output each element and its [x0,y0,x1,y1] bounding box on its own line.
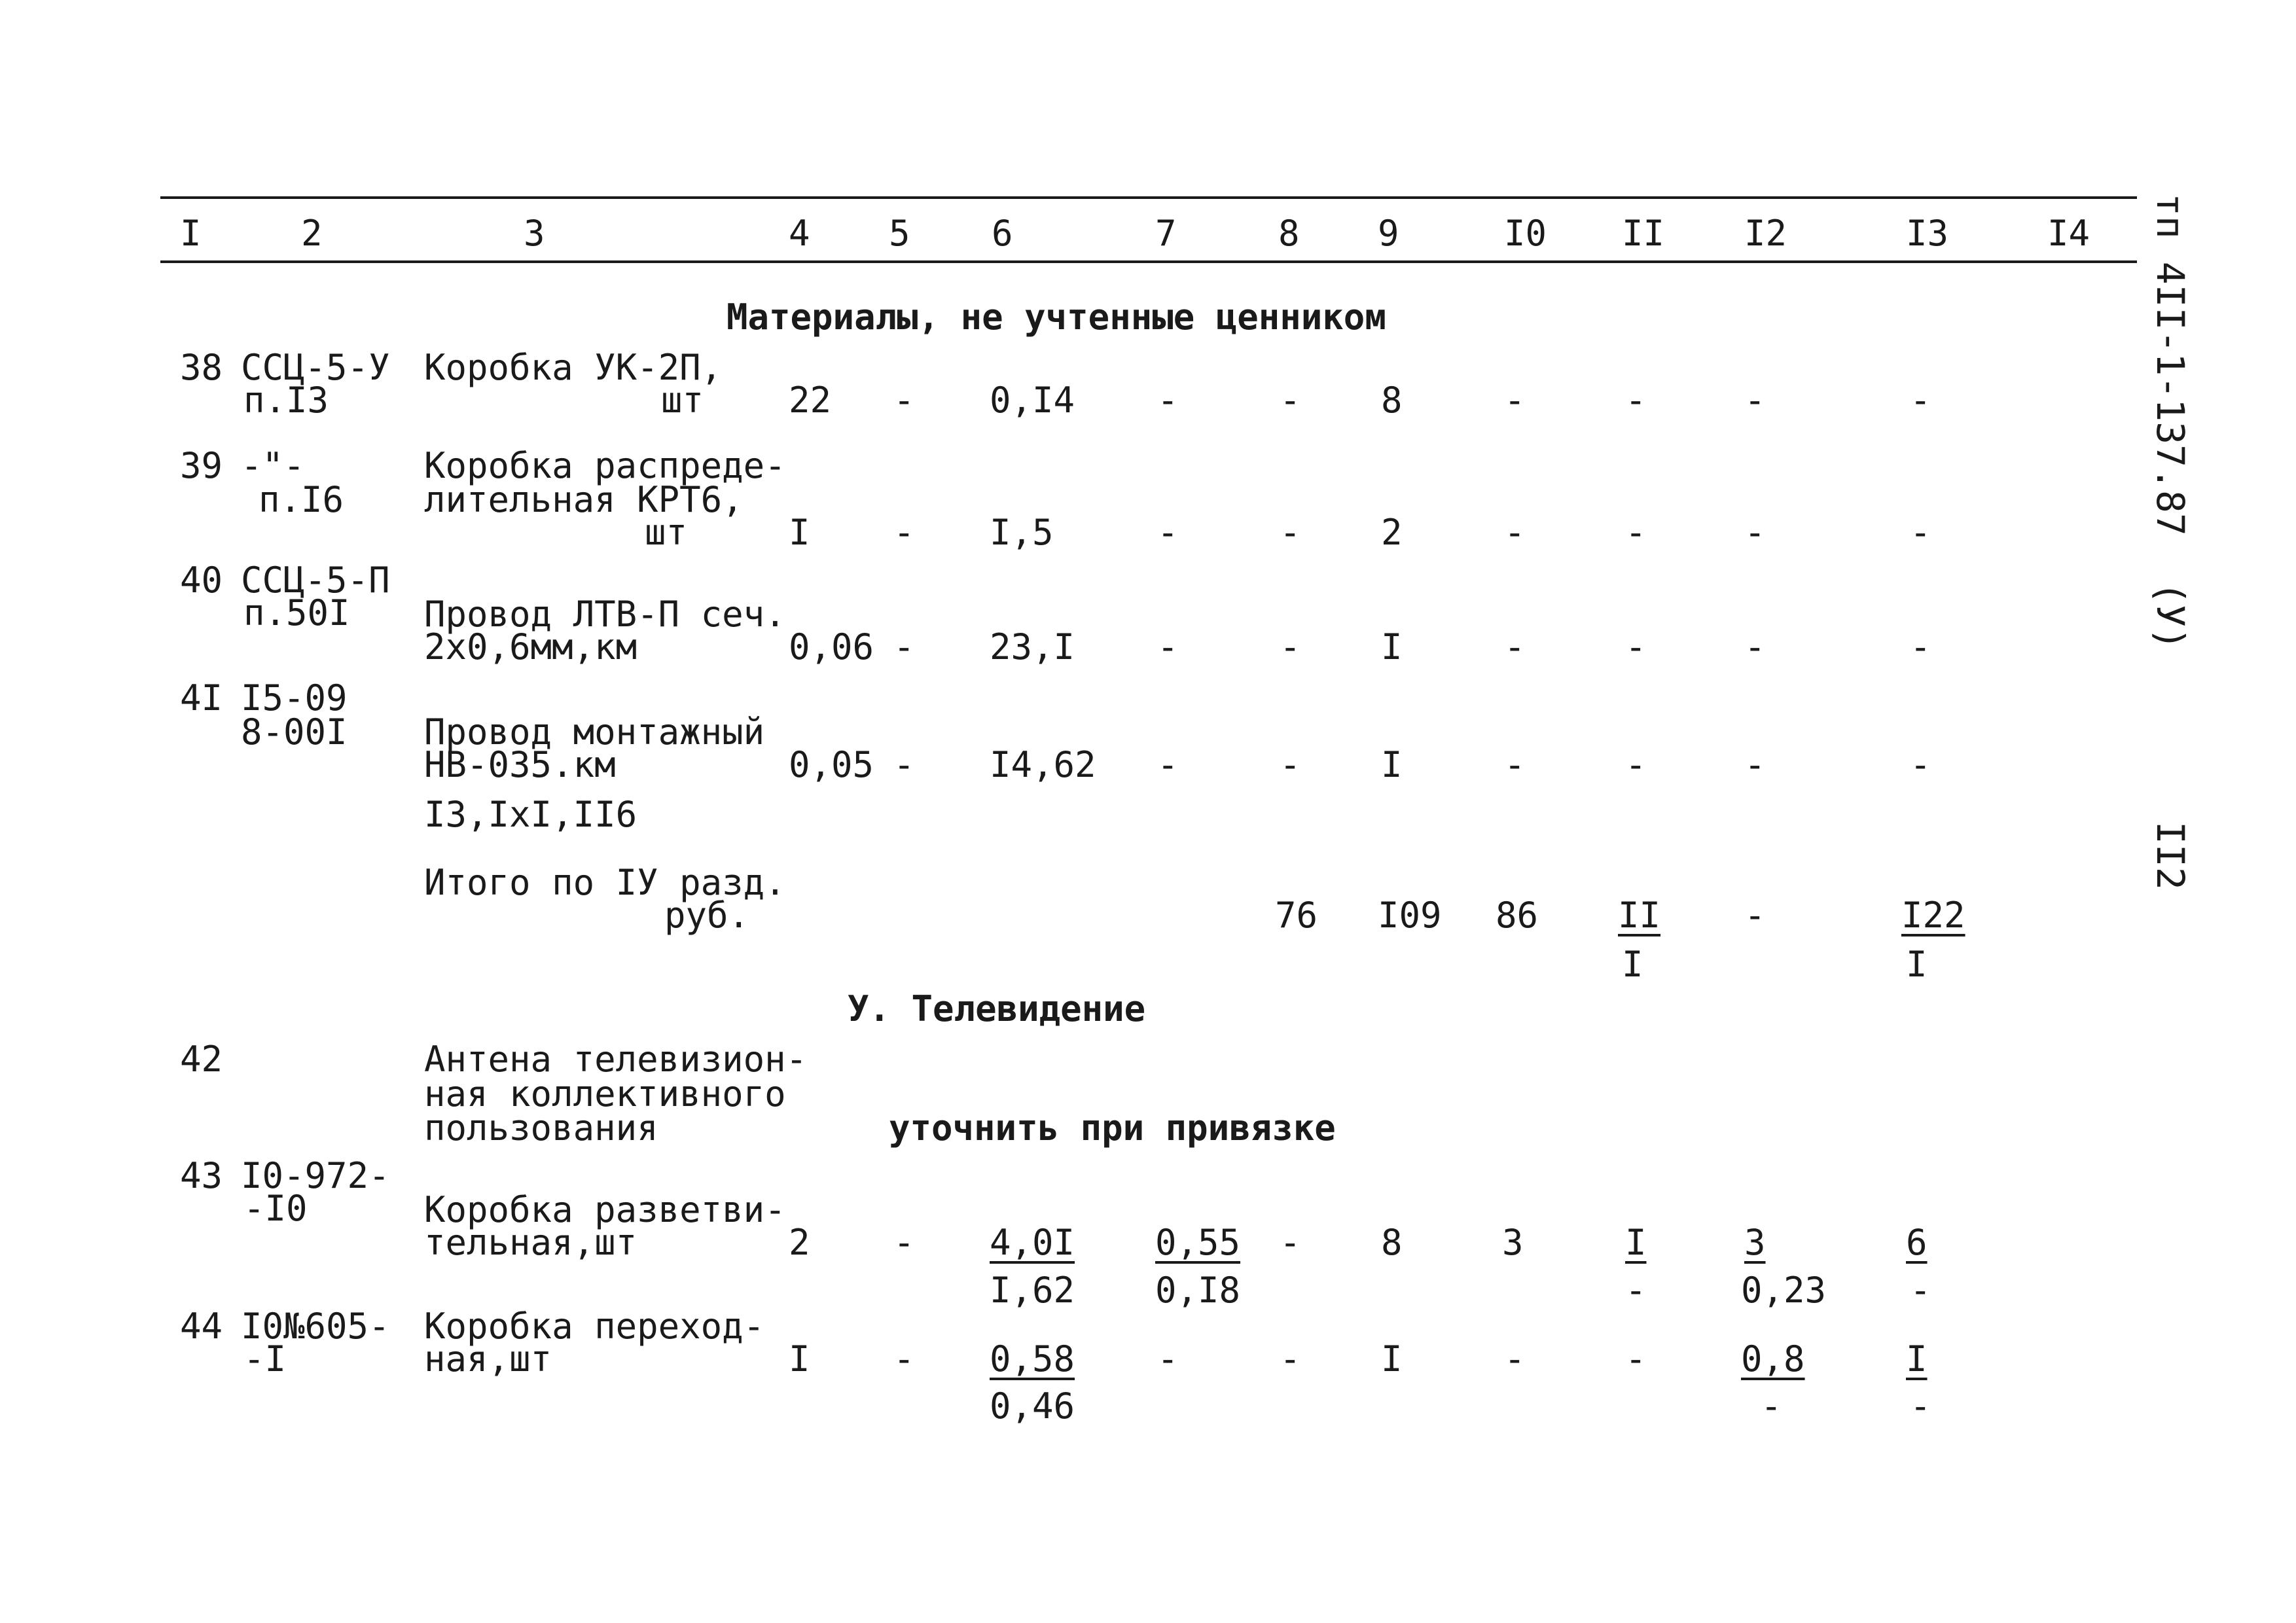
row-number: 40 [180,560,223,601]
cell-col13: - [1910,380,1931,421]
cell-col6-top: 0,58 [990,1338,1075,1380]
cell-col4: 22 [789,380,832,421]
item-description-cont: ная,шт [424,1338,552,1380]
cell-col11: - [1625,744,1647,785]
cell-col6-bottom: 0,46 [990,1385,1075,1427]
total-col11-bottom: I [1622,944,1643,985]
total-col11-top: II [1618,895,1661,936]
cell-col13: - [1910,512,1931,553]
total-col12: - [1744,895,1766,936]
cell-col10: 3 [1502,1222,1524,1263]
cell-col12: - [1744,744,1766,785]
cell-col13-bottom: - [1910,1270,1931,1311]
item-description: Антена телевизион- [424,1039,808,1080]
cell-col4: 2 [789,1222,810,1263]
cell-col6: 23,I [990,626,1075,668]
cell-col7: - [1157,512,1179,553]
col-header-14: I4 [2047,213,2090,254]
section-heading-materials: Материалы, не учтенные ценником [726,296,1386,338]
total-unit: руб. [664,895,750,936]
item-description-cont: ная коллективного [424,1073,786,1115]
cell-col4: I [789,512,810,553]
cell-col8: - [1280,512,1301,553]
item-unit: шт [661,380,704,421]
cell-col13-top: I [1906,1338,1928,1380]
cell-col11-top: I [1625,1222,1647,1263]
price-code: -"- [241,445,305,486]
cell-col12-top: 0,8 [1741,1338,1805,1380]
cell-col7: - [1157,1338,1179,1380]
cell-col9: 2 [1381,512,1403,553]
item-description: Провод монтажный [424,711,765,753]
section-heading-tv: У. Телевидение [848,988,1146,1029]
col-header-6: 6 [992,213,1013,254]
col-header-8: 8 [1278,213,1300,254]
cell-col12-bottom: 0,23 [1741,1270,1827,1311]
col-header-13: I3 [1906,213,1949,254]
price-code: I5-09 [241,677,348,719]
row-number: 44 [180,1306,223,1347]
cell-col7: - [1157,626,1179,668]
cell-col10: - [1504,380,1526,421]
header-top-rule [160,196,2137,199]
item-description: Коробка разветви- [424,1189,786,1230]
cell-col10: - [1504,512,1526,553]
row-number: 39 [180,445,223,486]
cell-col9: 8 [1381,1222,1403,1263]
cell-col8: - [1280,626,1301,668]
price-code-item: -I0 [243,1188,308,1229]
cell-col5: - [893,1338,915,1380]
col-header-3: 3 [524,213,545,254]
cell-col6: I4,62 [990,744,1096,785]
col-header-4: 4 [789,213,810,254]
cell-col8: - [1280,1338,1301,1380]
document-code: тп 4II-1-137.87 (У) [2148,193,2193,651]
cell-col7: - [1157,744,1179,785]
cell-col4: I [789,1338,810,1380]
cell-col6: I,5 [990,512,1054,553]
cell-col4: 0,05 [789,744,874,785]
cell-col11-bottom: - [1625,1270,1647,1311]
price-code-item: 8-00I [241,711,348,753]
item-description-cont2: пользования [424,1107,658,1149]
cell-col6-top: 4,0I [990,1222,1075,1263]
cell-col5: - [893,744,915,785]
col-header-9: 9 [1378,213,1399,254]
col-header-5: 5 [889,213,910,254]
row-number: 43 [180,1155,223,1196]
cell-col9: I [1381,744,1403,785]
col-header-10: I0 [1504,213,1547,254]
cell-col12: - [1744,626,1766,668]
cell-col7-bottom: 0,I8 [1155,1270,1241,1311]
item-description: Коробка распреде- [424,445,786,486]
cell-col5: - [893,626,915,668]
cell-col10: - [1504,1338,1526,1380]
price-code-item: п.50I [243,592,350,633]
item-description-cont: НВ-035.км [424,744,616,785]
cell-col9: I [1381,1338,1403,1380]
row-note: I3,IxI,II6 [424,794,637,835]
cell-col8: - [1280,744,1301,785]
price-code: ССЦ-5-У [241,347,390,388]
cell-col5: - [893,1222,915,1263]
price-code-item: -I [243,1338,287,1380]
item-description: Коробка переход- [424,1306,765,1347]
price-code-item: п.I3 [243,380,329,421]
col-header-11: II [1622,213,1665,254]
cell-col7: - [1157,380,1179,421]
cell-col11: - [1625,380,1647,421]
cell-col13: - [1910,626,1931,668]
total-col8: 76 [1275,895,1318,936]
cell-col9: I [1381,626,1403,668]
cell-col6: 0,I4 [990,380,1075,421]
col-header-7: 7 [1155,213,1177,254]
cell-col5: - [893,512,915,553]
page-number: II2 [2148,821,2193,890]
col-header-1: I [180,213,202,254]
total-col13-top: I22 [1901,895,1965,936]
cell-col11: - [1625,626,1647,668]
price-code: I0№605- [241,1306,390,1347]
col-header-12: I2 [1744,213,1787,254]
cell-col9: 8 [1381,380,1403,421]
item-unit: шт [645,512,688,553]
cell-col12: - [1744,380,1766,421]
cell-col8: - [1280,380,1301,421]
total-col9: I09 [1378,895,1442,936]
item-description: Коробка УК-2П, [424,347,723,388]
total-col10: 86 [1496,895,1539,936]
row-number: 38 [180,347,223,388]
total-label: Итого по IУ разд. [424,862,786,903]
cell-col11: - [1625,512,1647,553]
cell-col10: - [1504,626,1526,668]
cell-col13-bottom: - [1910,1385,1931,1427]
item-description-cont: лительная КРТ6, [424,479,744,520]
price-code: I0-972- [241,1155,390,1196]
row-note: уточнить при привязке [889,1107,1336,1149]
total-col13-bottom: I [1906,944,1928,985]
col-header-2: 2 [301,213,323,254]
cell-col12-top: 3 [1744,1222,1766,1263]
price-code-item: п.I6 [259,479,344,520]
cell-col10: - [1504,744,1526,785]
cell-col12: - [1744,512,1766,553]
item-description-cont: тельная,шт [424,1222,637,1263]
cell-col4: 0,06 [789,626,874,668]
item-description-cont: 2х0,6мм,км [424,626,637,668]
item-description: Провод ЛТВ-П сеч. [424,594,786,635]
price-code: ССЦ-5-П [241,560,390,601]
cell-col11: - [1625,1338,1647,1380]
cell-col12-bottom: - [1761,1385,1782,1427]
cell-col8: - [1280,1222,1301,1263]
cell-col13: - [1910,744,1931,785]
header-bottom-rule [160,260,2137,263]
row-number: 4I [180,677,223,719]
cell-col6-bottom: I,62 [990,1270,1075,1311]
cell-col7-top: 0,55 [1155,1222,1241,1263]
cell-col13-top: 6 [1906,1222,1928,1263]
row-number: 42 [180,1039,223,1080]
cell-col5: - [893,380,915,421]
